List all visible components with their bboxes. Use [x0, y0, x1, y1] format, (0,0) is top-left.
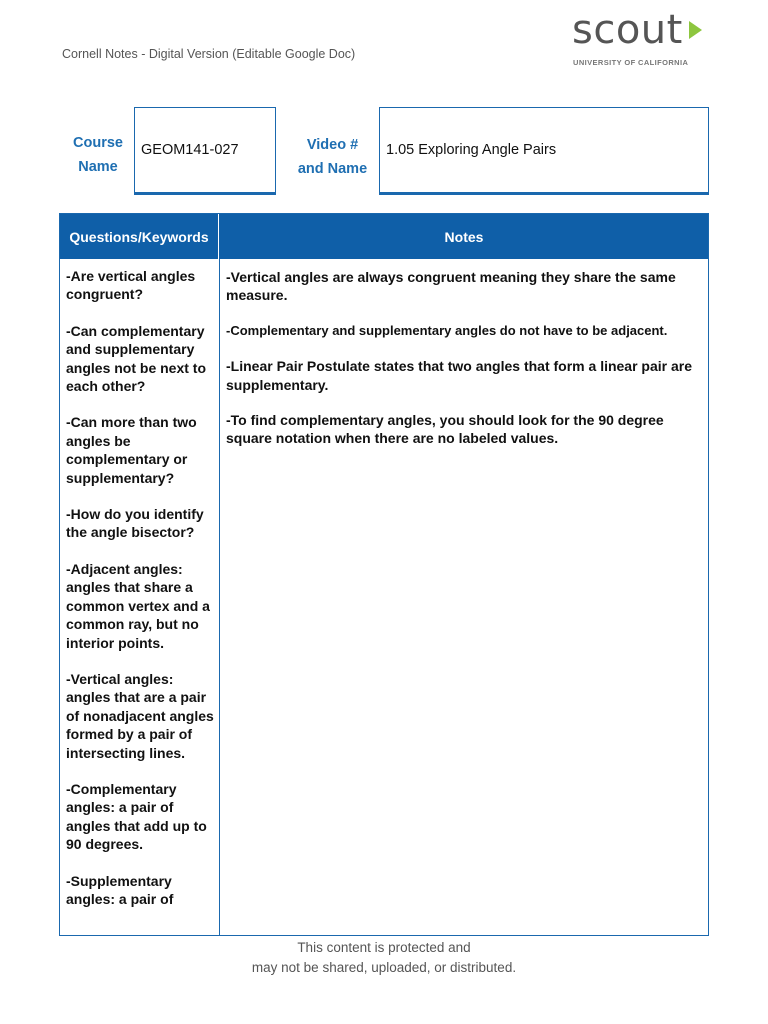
question-item: -Can more than two angles be complementary or supplementary? [66, 414, 197, 486]
definition-term: Adjacent angles: [70, 560, 183, 577]
definition-text: a pair of angles that add up to 90 degrees. [66, 799, 207, 853]
definition-item: -Complementary angles: a pair of angles that add up to 90 degrees. [66, 780, 207, 853]
video-name-field[interactable] [379, 107, 709, 195]
note-item: -Complementary and supplementary angles do not have to be adjacent. [226, 322, 668, 338]
questions-column[interactable] [66, 267, 216, 926]
course-label-line1: Course [73, 135, 123, 151]
question-item: -How do you identify the angle bisector? [66, 506, 204, 541]
note-item: -To find complementary angles, you should look for the 90 degree square notation when there are no labeled values. [226, 412, 664, 447]
copyright-notice [0, 938, 768, 978]
play-arrow-icon [689, 21, 702, 39]
column-divider [219, 259, 220, 936]
document-title: Cornell Notes - Digital Version (Editable Google Doc) [62, 47, 356, 61]
course-label-line2: Name [78, 159, 118, 175]
definition-item: -Supplementary angles: a pair of [66, 872, 174, 907]
definition-text: a pair of [115, 890, 174, 907]
definition-text: angles that share a common vertex and a common ray, but no interior points. [66, 579, 210, 651]
footer-line2: may not be shared, uploaded, or distributed. [251, 960, 517, 975]
question-item: -Are vertical angles congruent? [66, 268, 196, 303]
logo-wordmark: scout [572, 7, 683, 53]
note-item: -Linear Pair Postulate states that two angles that form a linear pair are supplementary. [226, 358, 693, 393]
questions-keywords-header: Questions/Keywords [60, 214, 219, 259]
note-item: -Vertical angles are always congruent meaning they share the same measure. [226, 269, 676, 304]
definition-text: angles that are a pair of nonadjacent angles formed by a pair of intersecting lines. [66, 689, 214, 761]
table-header-row [60, 214, 708, 259]
definition-term: Vertical angles: [70, 670, 174, 687]
course-name-field[interactable] [134, 107, 276, 195]
definition-item: -Adjacent angles: angles that share a common vertex and a common ray, but no interior points. [66, 560, 210, 651]
course-name-value: GEOM141-027 [141, 142, 239, 158]
scout-logo [572, 7, 712, 68]
definition-item: -Vertical angles: angles that are a pair of nonadjacent angles formed by a pair of intersecting lines. [66, 670, 214, 761]
video-label-line2: and Name [297, 161, 368, 177]
question-item: -Can complementary and supplementary angles not be next to each other? [66, 322, 207, 395]
course-name-label [62, 131, 134, 179]
footer-line1: This content is protected and [297, 940, 471, 955]
definition-term: Supplementary angles: [66, 872, 172, 907]
definition-term: Complementary angles: [66, 780, 177, 816]
notes-header: Notes [444, 228, 484, 245]
cornell-notes-table [59, 213, 709, 936]
notes-column[interactable] [226, 268, 700, 465]
video-label [290, 133, 375, 181]
logo-subtitle: UNIVERSITY OF CALIFORNIA [573, 58, 689, 67]
video-name-value: 1.05 Exploring Angle Pairs [386, 142, 557, 158]
video-label-line1: Video # [306, 137, 359, 153]
